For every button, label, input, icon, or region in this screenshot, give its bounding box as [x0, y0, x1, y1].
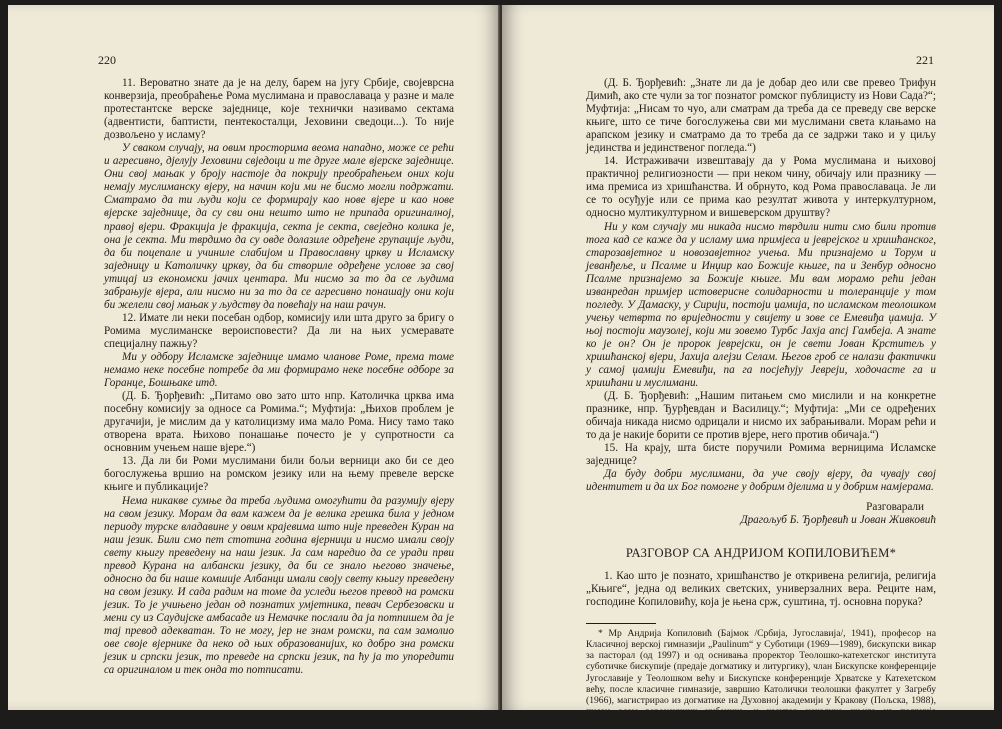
- right-text-column: [586, 77, 936, 729]
- paragraph-q13: 13. Да ли би Роми муслимани били бољи верници ако би се део богослужења вршио на ромском језику или на њему превеле верске књиге и публикације?: [104, 455, 454, 494]
- page-number-left: 220: [98, 53, 116, 67]
- footnote: * Мр Андрија Копиловић (Бајмок /Србија, Југославија/, 1941), професор на Класичној верској гимназији „Paulinum“ у Суботици (1969—1989), бискупски викар за пасторал (од 1997) и од оснивања проректор Теолошко-катехетског института суботичке бискупије (предаје догматику и литургику), члан Бискупске конференције Југославије у Теолошком већу и Бискупске конференције Хрватске у Катехетском већу, после класичне гимназије, завршио Католички теолошки факултет у Загребу (1966), магистрирао из догматике на Духовној академији у Кракову (Пољска, 1988), писац осам веронаучних уџбеника, и коаутор неколико књига из подручја психологије религије.: [586, 627, 936, 729]
- paragraph-remark-14: (Д. Б. Ђорђевић: „Нашим питањем смо мислили и на конкретне празнике, нпр. Ђурђевдан и Василицу.“; Муфтија: „Ми се одређених обичаја никада нисмо одрицали и нисмо их забрањивали. Морам рећи и то да је накије борити се против вјере, него против обичаја.“): [586, 390, 936, 442]
- paragraph-a13: Нема никакве сумње да треба људима омогућити да разумију вјеру на свом језику. Морам да вам кажем да је велика грешка била у једном периоду турске владавине у овим крајевима што није преведен Куран на наш језик. Били смо пет стотина година вјерници и нисмо имали своју свету књигу преведену на наш језик. Ја сам наредио да се уради први превод Курана на албански језику, да би се знало његово значење, односно да би наше комшије Албанци имали своју свету књигу преведену на свом језику. И сада радим на томе да уследи његов превод на ромски језик. То је учињено један од познатих умјетника, певач Сербезовски и мени су из Саудијске амбасаде из Немачке послали да ја потпишем да је тај превод адекватан. То не могу, јер не знам ромски, па сам замолио ове своје вјернике да неко од њих образованијих, ко добро зна ромски језик и српски језик, то преведе на српски језик, па ћу ја то упоредити са оригиналом и тек онда то потписати.: [104, 494, 454, 677]
- left-text-column: [104, 77, 454, 677]
- section-title: РАЗГОВОР СА АНДРИЈОМ КОПИЛОВИЋЕМ*: [625, 545, 897, 560]
- paragraph-q14: 14. Истраживачи извештавају да у Рома муслимана и њиховој практичној религиозности — при неком чину, обичају или празнику — има премиса из хришћанства. И обрнуто, код Рома православаца. Је ли се то осуђује или се прима као резултат живота у интеркултурном, односно мултикултурном и вишеверском друштву?: [586, 155, 936, 220]
- paragraph-remark-12: (Д. Б. Ђорђевић: „Питамо ово зато што нпр. Католичка црква има посебну комисију за односе са Ромима.“; Муфтија: „Њихов проблем је другачији, је мислим да у католицизму има мало Рома. Нису тамо тако отворена врата. Њихово понашање почесто је у супротности са основним учењем наше вјере.“): [104, 390, 454, 455]
- left-page: [8, 5, 500, 710]
- paragraph-q1: 1. Као што је познато, хришћанство је откривена религија, религија „Књиге“, једна од великих светских, универзалних вера. Реците нам, господине Копиловићу, која је њена срж, суштина, тј. основна порука?: [586, 569, 936, 608]
- page-number-right: 221: [916, 53, 934, 67]
- paragraph-a11: У сваком случају, на овим просторима веома нападно, може се рећи и агресивно, дјелују Јеховини свједоци и те друге мале вјерске заједнице. Они свој мањак у броју настоје да покрију преобраћењем оних који немају муслиманску вјеру, на начин који ми не бисмо могли подржати. Сматрамо да ти људи који се формирају као нове вјере и као нове вјерске заједнице, да су сви они нешто што не припада оригиналној, правој вјери. Фракција је фракција, секта је секта, свеједно колика је, она је секта. Ми тврдимо да су овде долазиле одређене групације људи, да би поцепале и учиниле слабијом и Православну цркву и Исламску заједницу и Католичку цркву, да би створиле одређене услове за свој утицај из економски јачих центара. Ми нисмо за то да се људима забрањује вјера, али нисмо ни за то да се агресивно понашају они који би желели свој мањак у људству да повећају на наш рачун.: [104, 142, 454, 311]
- paragraph-q15: 15. На крају, шта бисте поручили Ромима верницима Исламске заједнице?: [586, 442, 936, 468]
- right-page: [502, 5, 994, 729]
- footnote-rule: [586, 623, 656, 624]
- paragraph-q12: 12. Имате ли неки посебан одбор, комисију или шта друго за бригу о Ромима муслиманске вероисповести? Да ли на њих усмеравате специјалну пажњу?: [104, 311, 454, 350]
- paragraph-a14: Ни у ком случају ми никада нисмо тврдили нити смо били против тога кад се каже да у исламу има примјеса и јеврејског и хришћанског, старозавјетног и новозавјетног учења. Ми признајемо и Торум и јеванђеље, и Псалме и Инџир као Божије књиге, па и Зенбур односно Псалме признајемо за Божије књиге. Ми вам морамо рећи један изванредан примјер истоверисне солидарности и толеранције у том погледу. У Дамаску, у Сирији, постоји џамија, по исламском теолошком учењу четврта по вриједности у свијету и зове се Емевиђа џамија. У њој постоји маузолеј, који ми зовемо Турбс Јахја апсј Гамбеја. А знате ко је он? Он је пророк јеврејски, он је свети Јован Крститељ у хришћанској вјери, Јахија алејзи Селам. Његов гроб се налази фактички у самој џамији Емевиђи, па га посјећују Јевреји, ходочасте га и хришћани и муслимани.: [586, 220, 936, 390]
- paragraph-a12: Ми у одбору Исламске заједнице имамо чланове Роме, према томе немамо неке посебне потребе да ми формирамо неке посебне одборе за Горанце, Бошњаке итд.: [104, 350, 454, 390]
- paragraph-remark-13: (Д. Б. Ђорђевић: „Знате ли да је добар део или све превео Трифун Димић, ако сте чули за тог познатог ромског публицисту из Нови Сада?“; Муфтија: „Нисам то чуо, али сматрам да треба да се преведу све верске књиге, што се тиче богослужења сви ми муслимани света клањамо на арапском језику и сматрамо да то треба да се задржи тако и у циљу јединства и јединственог погледа.“): [586, 77, 936, 155]
- paragraph-q11: 11. Вероватно знате да је на делу, барем на југу Србије, својеврсна конверзија, преобраћење Рома муслимана и православаца у разне и мале протестантске верске заједнице, које технички називамо сектама (адвентисти, баптисти, пентекосталци, Јеховини сведоци...). То није дозвољено у исламу?: [104, 77, 454, 142]
- signature-label: Разговарали: [866, 500, 924, 513]
- paragraph-a15: Да буду добри муслимани, да уче своју вјеру, да чувају свој идентитет и да их Бог помогне у добрим дјелима и у добрим намјерама.: [586, 468, 936, 494]
- signature-names: Драгољуб Б. Ђорђевић и Јован Живковић: [740, 513, 936, 526]
